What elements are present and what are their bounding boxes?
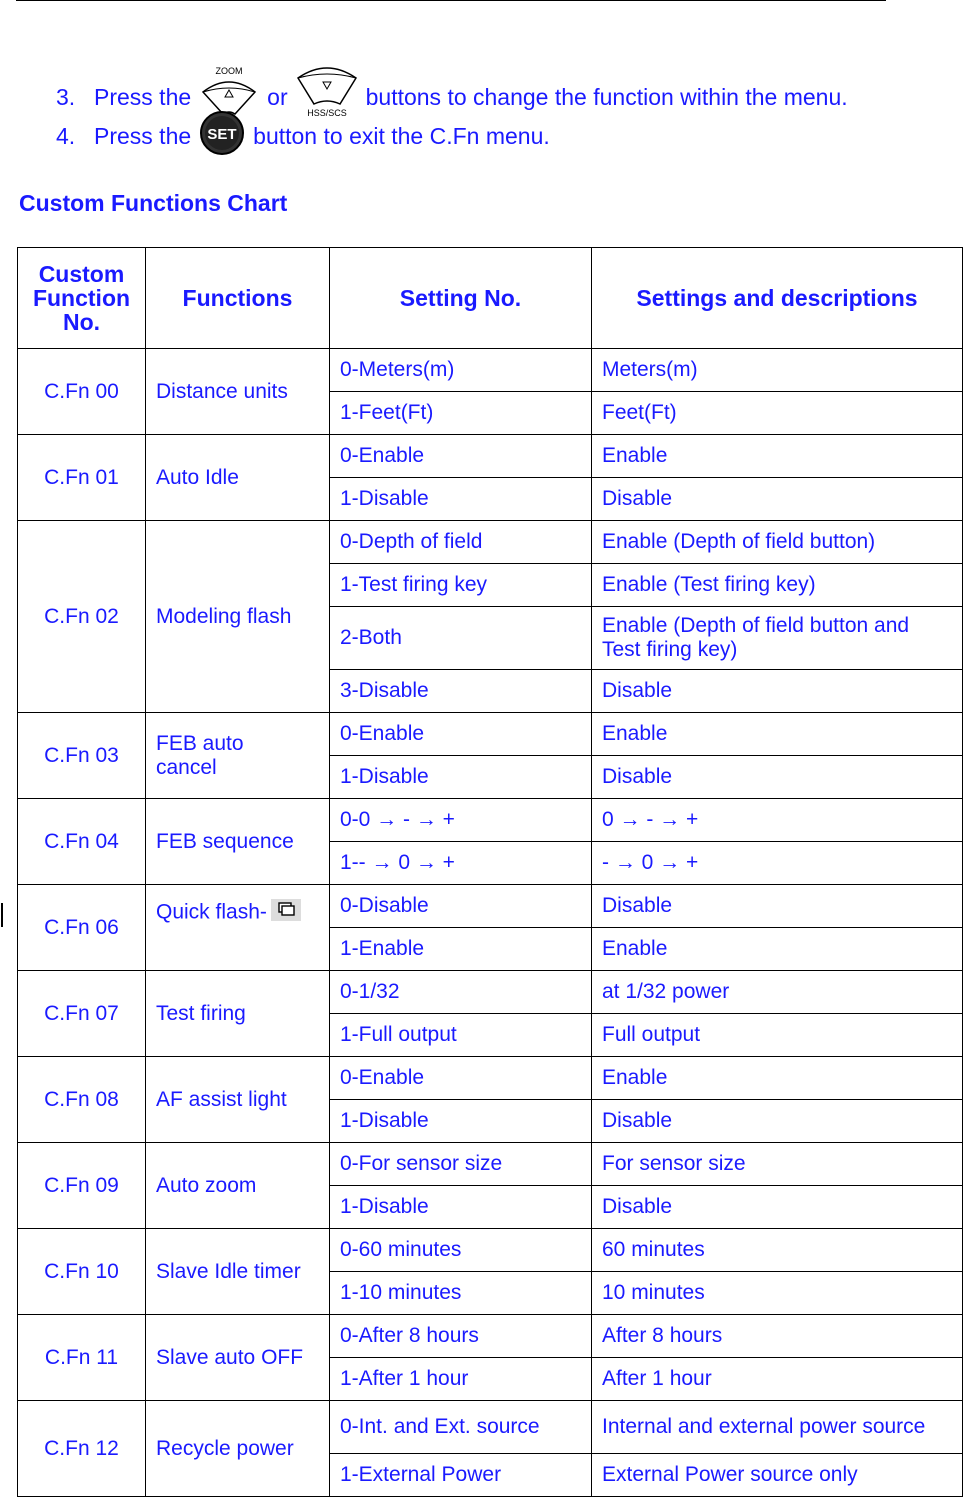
setting-description: Enable (Depth of field button and Test firing key) [592, 607, 963, 670]
table-row [18, 885, 963, 928]
step-connector: or [267, 83, 288, 110]
setting-no: 0-1/32 [330, 971, 592, 1014]
setting-description: For sensor size [592, 1143, 963, 1186]
table-row [18, 349, 963, 392]
setting-description: Disable [592, 1186, 963, 1229]
setting-no: 1-Enable [330, 928, 592, 971]
function-number: C.Fn 01 [18, 435, 146, 521]
function-name: Distance units [146, 349, 330, 435]
setting-description: After 8 hours [592, 1315, 963, 1358]
setting-description: Disable [592, 756, 963, 799]
setting-no: 1-Disable [330, 756, 592, 799]
function-name-cell [146, 885, 330, 971]
setting-no: 3-Disable [330, 670, 592, 713]
table-row [18, 1401, 963, 1454]
setting-description: Enable [592, 928, 963, 971]
function-number: C.Fn 08 [18, 1057, 146, 1143]
function-name: AF assist light [146, 1057, 330, 1143]
table-row [18, 713, 963, 756]
table-row [18, 435, 963, 478]
custom-functions-table [17, 247, 963, 1497]
setting-description: 60 minutes [592, 1229, 963, 1272]
function-name: Auto Idle [146, 435, 330, 521]
function-number: C.Fn 04 [18, 799, 146, 885]
setting-description: Meters(m) [592, 349, 963, 392]
table-row [18, 1229, 963, 1272]
setting-description: Enable [592, 435, 963, 478]
function-name: Test firing [146, 971, 330, 1057]
function-number: C.Fn 03 [18, 713, 146, 799]
step-4 [56, 110, 550, 162]
setting-no: 2-Both [330, 607, 592, 670]
setting-no: 0-After 8 hours [330, 1315, 592, 1358]
setting-no: 1-External Power [330, 1454, 592, 1497]
header-cell: Settings and descriptions [592, 248, 963, 349]
step-text-after: button to exit the C.Fn menu. [253, 122, 550, 149]
setting-description: After 1 hour [592, 1358, 963, 1401]
step-text-before: Press the [94, 83, 192, 110]
chart-heading: Custom Functions Chart [19, 190, 288, 216]
setting-description: Enable (Test firing key) [592, 564, 963, 607]
function-number: C.Fn 06 [18, 885, 146, 971]
margin-mark [1, 903, 3, 927]
function-name: Slave Idle timer [146, 1229, 330, 1315]
set-icon-label: SET [207, 126, 237, 143]
header-cell: Custom Function No. [18, 248, 146, 349]
header-cell: Functions [146, 248, 330, 349]
setting-no: 0-For sensor size [330, 1143, 592, 1186]
setting-description: 10 minutes [592, 1272, 963, 1315]
step-number: 3. [56, 83, 76, 110]
setting-no: 1-Disable [330, 1186, 592, 1229]
quick-flash-icon [271, 899, 301, 927]
setting-no: 0-Depth of field [330, 521, 592, 564]
setting-no: 1-Test firing key [330, 564, 592, 607]
function-number: C.Fn 11 [18, 1315, 146, 1401]
function-name: FEB auto cancel [146, 713, 330, 799]
setting-no: 1-10 minutes [330, 1272, 592, 1315]
table-row [18, 971, 963, 1014]
setting-no: 0-Enable [330, 435, 592, 478]
setting-no: 1-Disable [330, 478, 592, 521]
table-header-row [18, 248, 963, 349]
setting-no: 1-Full output [330, 1014, 592, 1057]
step-text-after: buttons to change the function within the menu. [365, 83, 848, 110]
setting-no: 0-Meters(m) [330, 349, 592, 392]
setting-description: Disable [592, 885, 963, 928]
setting-no: 0-Enable [330, 713, 592, 756]
setting-description: at 1/32 power [592, 971, 963, 1014]
setting-description: Disable [592, 478, 963, 521]
step-number: 4. [56, 122, 76, 149]
setting-no: 0-Enable [330, 1057, 592, 1100]
table-row [18, 521, 963, 564]
setting-no: 1-- → 0 → + [330, 842, 592, 885]
setting-description: Disable [592, 670, 963, 713]
setting-description: Enable [592, 1057, 963, 1100]
setting-no: 0-Disable [330, 885, 592, 928]
top-rule [16, 0, 886, 1]
header-cell: Setting No. [330, 248, 592, 349]
setting-description: Full output [592, 1014, 963, 1057]
hss-icon-label: HSS/SCS [306, 108, 347, 118]
setting-description: External Power source only [592, 1454, 963, 1497]
function-number: C.Fn 10 [18, 1229, 146, 1315]
setting-no: 0-60 minutes [330, 1229, 592, 1272]
setting-description: Enable [592, 713, 963, 756]
function-name: Quick flash- [156, 900, 267, 924]
function-name: FEB sequence [146, 799, 330, 885]
setting-description: Disable [592, 1100, 963, 1143]
setting-description: 0 → - → + [592, 799, 963, 842]
zoom-icon-label: ZOOM [215, 66, 243, 76]
table-row [18, 1143, 963, 1186]
function-number: C.Fn 02 [18, 521, 146, 713]
function-name: Auto zoom [146, 1143, 330, 1229]
set-button-icon [197, 110, 247, 162]
function-name: Modeling flash [146, 521, 330, 713]
function-name: Slave auto OFF [146, 1315, 330, 1401]
function-number: C.Fn 07 [18, 971, 146, 1057]
setting-description: - → 0 → + [592, 842, 963, 885]
function-number: C.Fn 00 [18, 349, 146, 435]
setting-no: 1-Feet(Ft) [330, 392, 592, 435]
step-text-before: Press the [94, 122, 192, 149]
setting-description: Enable (Depth of field button) [592, 521, 963, 564]
function-number: C.Fn 12 [18, 1401, 146, 1497]
function-name: Recycle power [146, 1401, 330, 1497]
setting-description: Feet(Ft) [592, 392, 963, 435]
table-row [18, 1315, 963, 1358]
setting-no: 0-Int. and Ext. source [330, 1401, 592, 1454]
setting-no: 1-After 1 hour [330, 1358, 592, 1401]
table-row [18, 799, 963, 842]
setting-no: 1-Disable [330, 1100, 592, 1143]
setting-description: Internal and external power source [592, 1401, 963, 1454]
function-number: C.Fn 09 [18, 1143, 146, 1229]
setting-no: 0-0 → - → + [330, 799, 592, 842]
table-row [18, 1057, 963, 1100]
